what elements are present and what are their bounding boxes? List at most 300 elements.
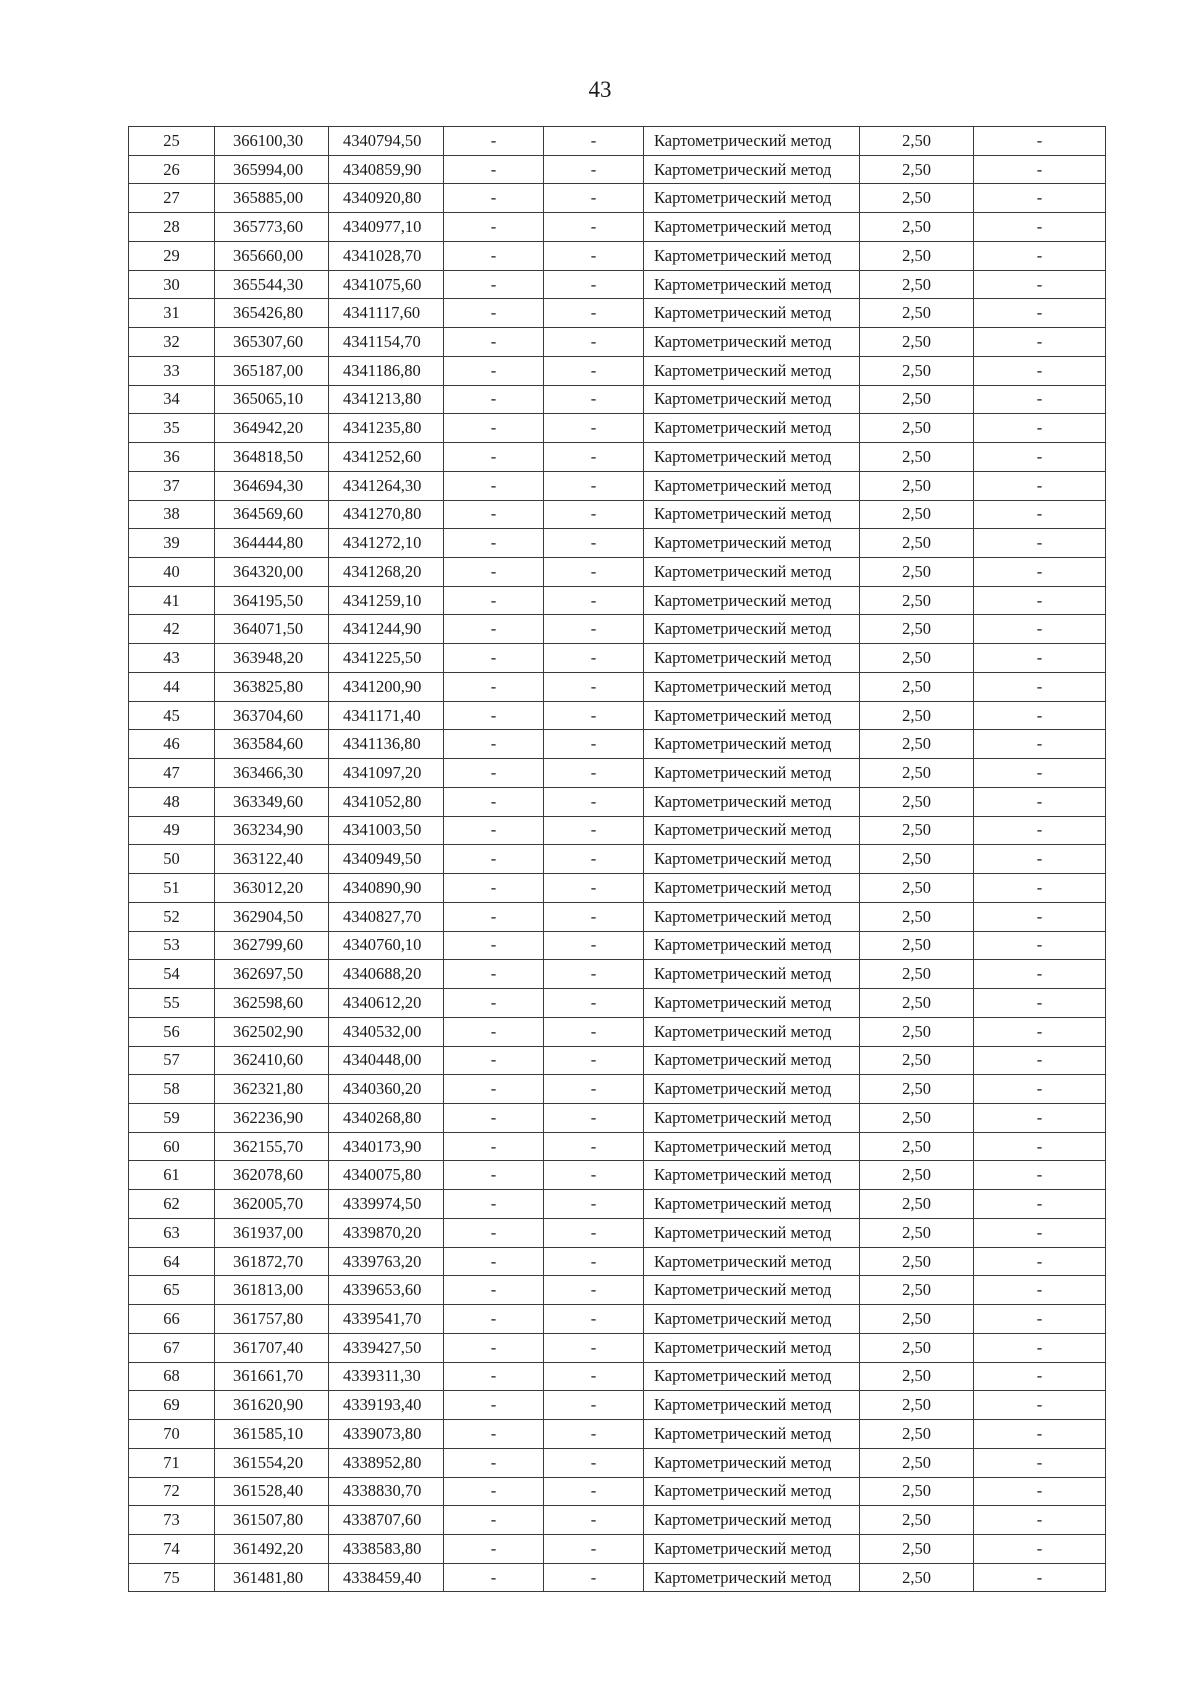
empty-cell-2: - <box>544 960 644 989</box>
method-cell: Картометрический метод <box>644 414 860 443</box>
empty-cell-2: - <box>544 299 644 328</box>
y-coordinate-cell: 4340859,90 <box>329 155 444 184</box>
point-number-cell: 48 <box>129 787 215 816</box>
empty-cell-3: - <box>974 586 1106 615</box>
table-row <box>129 1420 1106 1449</box>
x-coordinate-cell: 362799,60 <box>215 931 329 960</box>
x-coordinate-cell: 361492,20 <box>215 1534 329 1563</box>
point-number-cell: 62 <box>129 1190 215 1219</box>
empty-cell-2: - <box>544 759 644 788</box>
y-coordinate-cell: 4338583,80 <box>329 1534 444 1563</box>
x-coordinate-cell: 363234,90 <box>215 816 329 845</box>
method-cell: Картометрический метод <box>644 1305 860 1334</box>
method-cell: Картометрический метод <box>644 356 860 385</box>
x-coordinate-cell: 362236,90 <box>215 1103 329 1132</box>
accuracy-cell: 2,50 <box>860 845 974 874</box>
accuracy-cell: 2,50 <box>860 529 974 558</box>
point-number-cell: 32 <box>129 328 215 357</box>
empty-cell-3: - <box>974 356 1106 385</box>
empty-cell-1: - <box>444 701 544 730</box>
point-number-cell: 41 <box>129 586 215 615</box>
point-number-cell: 73 <box>129 1506 215 1535</box>
x-coordinate-cell: 361757,80 <box>215 1305 329 1334</box>
accuracy-cell: 2,50 <box>860 1075 974 1104</box>
table-row <box>129 155 1106 184</box>
empty-cell-3: - <box>974 931 1106 960</box>
method-cell: Картометрический метод <box>644 385 860 414</box>
method-cell: Картометрический метод <box>644 672 860 701</box>
table-row <box>129 1276 1106 1305</box>
x-coordinate-cell: 362697,50 <box>215 960 329 989</box>
x-coordinate-cell: 361481,80 <box>215 1563 329 1592</box>
table-row <box>129 1218 1106 1247</box>
method-cell: Картометрический метод <box>644 127 860 156</box>
x-coordinate-cell: 361528,40 <box>215 1477 329 1506</box>
empty-cell-1: - <box>444 443 544 472</box>
empty-cell-1: - <box>444 845 544 874</box>
empty-cell-1: - <box>444 615 544 644</box>
empty-cell-2: - <box>544 845 644 874</box>
point-number-cell: 51 <box>129 874 215 903</box>
x-coordinate-cell: 364569,60 <box>215 500 329 529</box>
empty-cell-1: - <box>444 902 544 931</box>
accuracy-cell: 2,50 <box>860 1477 974 1506</box>
table-row <box>129 672 1106 701</box>
empty-cell-3: - <box>974 127 1106 156</box>
point-number-cell: 71 <box>129 1448 215 1477</box>
accuracy-cell: 2,50 <box>860 1190 974 1219</box>
accuracy-cell: 2,50 <box>860 730 974 759</box>
x-coordinate-cell: 361585,10 <box>215 1420 329 1449</box>
accuracy-cell: 2,50 <box>860 586 974 615</box>
accuracy-cell: 2,50 <box>860 1305 974 1334</box>
table-row <box>129 615 1106 644</box>
point-number-cell: 26 <box>129 155 215 184</box>
coordinates-table <box>128 126 1106 1592</box>
x-coordinate-cell: 362321,80 <box>215 1075 329 1104</box>
empty-cell-1: - <box>444 672 544 701</box>
y-coordinate-cell: 4339541,70 <box>329 1305 444 1334</box>
point-number-cell: 72 <box>129 1477 215 1506</box>
table-row <box>129 1563 1106 1592</box>
empty-cell-3: - <box>974 1218 1106 1247</box>
empty-cell-1: - <box>444 328 544 357</box>
accuracy-cell: 2,50 <box>860 787 974 816</box>
empty-cell-3: - <box>974 759 1106 788</box>
empty-cell-1: - <box>444 558 544 587</box>
x-coordinate-cell: 364320,00 <box>215 558 329 587</box>
empty-cell-1: - <box>444 874 544 903</box>
accuracy-cell: 2,50 <box>860 385 974 414</box>
accuracy-cell: 2,50 <box>860 213 974 242</box>
point-number-cell: 56 <box>129 1017 215 1046</box>
point-number-cell: 46 <box>129 730 215 759</box>
y-coordinate-cell: 4341235,80 <box>329 414 444 443</box>
table-row <box>129 816 1106 845</box>
accuracy-cell: 2,50 <box>860 414 974 443</box>
empty-cell-2: - <box>544 816 644 845</box>
empty-cell-3: - <box>974 1247 1106 1276</box>
x-coordinate-cell: 364818,50 <box>215 443 329 472</box>
method-cell: Картометрический метод <box>644 1477 860 1506</box>
accuracy-cell: 2,50 <box>860 1218 974 1247</box>
empty-cell-2: - <box>544 1420 644 1449</box>
point-number-cell: 42 <box>129 615 215 644</box>
method-cell: Картометрический метод <box>644 1362 860 1391</box>
empty-cell-1: - <box>444 759 544 788</box>
empty-cell-1: - <box>444 1534 544 1563</box>
point-number-cell: 69 <box>129 1391 215 1420</box>
empty-cell-3: - <box>974 845 1106 874</box>
table-row <box>129 1391 1106 1420</box>
empty-cell-1: - <box>444 299 544 328</box>
empty-cell-1: - <box>444 1247 544 1276</box>
empty-cell-2: - <box>544 270 644 299</box>
accuracy-cell: 2,50 <box>860 1132 974 1161</box>
empty-cell-3: - <box>974 730 1106 759</box>
empty-cell-2: - <box>544 1161 644 1190</box>
y-coordinate-cell: 4340448,00 <box>329 1046 444 1075</box>
empty-cell-1: - <box>444 414 544 443</box>
x-coordinate-cell: 361620,90 <box>215 1391 329 1420</box>
point-number-cell: 52 <box>129 902 215 931</box>
accuracy-cell: 2,50 <box>860 241 974 270</box>
x-coordinate-cell: 361554,20 <box>215 1448 329 1477</box>
y-coordinate-cell: 4341244,90 <box>329 615 444 644</box>
table-row <box>129 1247 1106 1276</box>
empty-cell-3: - <box>974 1132 1106 1161</box>
point-number-cell: 61 <box>129 1161 215 1190</box>
accuracy-cell: 2,50 <box>860 155 974 184</box>
point-number-cell: 39 <box>129 529 215 558</box>
x-coordinate-cell: 364071,50 <box>215 615 329 644</box>
table-row <box>129 1477 1106 1506</box>
table-row <box>129 299 1106 328</box>
method-cell: Картометрический метод <box>644 500 860 529</box>
empty-cell-3: - <box>974 414 1106 443</box>
y-coordinate-cell: 4340612,20 <box>329 989 444 1018</box>
x-coordinate-cell: 363349,60 <box>215 787 329 816</box>
point-number-cell: 50 <box>129 845 215 874</box>
empty-cell-3: - <box>974 644 1106 673</box>
y-coordinate-cell: 4340173,90 <box>329 1132 444 1161</box>
table-row <box>129 529 1106 558</box>
accuracy-cell: 2,50 <box>860 1391 974 1420</box>
x-coordinate-cell: 365994,00 <box>215 155 329 184</box>
empty-cell-1: - <box>444 1276 544 1305</box>
table-row <box>129 644 1106 673</box>
empty-cell-3: - <box>974 1017 1106 1046</box>
x-coordinate-cell: 365773,60 <box>215 213 329 242</box>
method-cell: Картометрический метод <box>644 845 860 874</box>
empty-cell-2: - <box>544 558 644 587</box>
point-number-cell: 57 <box>129 1046 215 1075</box>
empty-cell-2: - <box>544 701 644 730</box>
point-number-cell: 53 <box>129 931 215 960</box>
empty-cell-2: - <box>544 1506 644 1535</box>
accuracy-cell: 2,50 <box>860 1362 974 1391</box>
page-number: 43 <box>588 77 612 102</box>
x-coordinate-cell: 361707,40 <box>215 1333 329 1362</box>
empty-cell-2: - <box>544 500 644 529</box>
accuracy-cell: 2,50 <box>860 1534 974 1563</box>
accuracy-cell: 2,50 <box>860 1161 974 1190</box>
coordinates-table-body <box>129 127 1106 1592</box>
x-coordinate-cell: 363825,80 <box>215 672 329 701</box>
x-coordinate-cell: 365187,00 <box>215 356 329 385</box>
table-row <box>129 385 1106 414</box>
x-coordinate-cell: 363948,20 <box>215 644 329 673</box>
empty-cell-1: - <box>444 127 544 156</box>
empty-cell-3: - <box>974 701 1106 730</box>
point-number-cell: 55 <box>129 989 215 1018</box>
y-coordinate-cell: 4341264,30 <box>329 471 444 500</box>
method-cell: Картометрический метод <box>644 270 860 299</box>
empty-cell-1: - <box>444 1563 544 1592</box>
table-row <box>129 1448 1106 1477</box>
table-row <box>129 1017 1106 1046</box>
table-row <box>129 902 1106 931</box>
x-coordinate-cell: 363704,60 <box>215 701 329 730</box>
accuracy-cell: 2,50 <box>860 1046 974 1075</box>
point-number-cell: 70 <box>129 1420 215 1449</box>
empty-cell-3: - <box>974 1534 1106 1563</box>
x-coordinate-cell: 365660,00 <box>215 241 329 270</box>
accuracy-cell: 2,50 <box>860 184 974 213</box>
method-cell: Картометрический метод <box>644 586 860 615</box>
y-coordinate-cell: 4339870,20 <box>329 1218 444 1247</box>
empty-cell-1: - <box>444 155 544 184</box>
point-number-cell: 49 <box>129 816 215 845</box>
empty-cell-1: - <box>444 529 544 558</box>
empty-cell-2: - <box>544 1103 644 1132</box>
x-coordinate-cell: 365307,60 <box>215 328 329 357</box>
empty-cell-1: - <box>444 586 544 615</box>
empty-cell-2: - <box>544 1391 644 1420</box>
y-coordinate-cell: 4341075,60 <box>329 270 444 299</box>
empty-cell-3: - <box>974 989 1106 1018</box>
y-coordinate-cell: 4338830,70 <box>329 1477 444 1506</box>
point-number-cell: 54 <box>129 960 215 989</box>
y-coordinate-cell: 4340920,80 <box>329 184 444 213</box>
point-number-cell: 59 <box>129 1103 215 1132</box>
empty-cell-3: - <box>974 328 1106 357</box>
x-coordinate-cell: 366100,30 <box>215 127 329 156</box>
empty-cell-3: - <box>974 184 1106 213</box>
method-cell: Картометрический метод <box>644 443 860 472</box>
table-row <box>129 241 1106 270</box>
empty-cell-2: - <box>544 787 644 816</box>
table-row <box>129 730 1106 759</box>
y-coordinate-cell: 4340794,50 <box>329 127 444 156</box>
empty-cell-1: - <box>444 500 544 529</box>
empty-cell-1: - <box>444 385 544 414</box>
empty-cell-2: - <box>544 931 644 960</box>
y-coordinate-cell: 4341117,60 <box>329 299 444 328</box>
x-coordinate-cell: 362078,60 <box>215 1161 329 1190</box>
empty-cell-2: - <box>544 615 644 644</box>
x-coordinate-cell: 363584,60 <box>215 730 329 759</box>
empty-cell-3: - <box>974 902 1106 931</box>
table-row <box>129 558 1106 587</box>
y-coordinate-cell: 4339763,20 <box>329 1247 444 1276</box>
accuracy-cell: 2,50 <box>860 759 974 788</box>
empty-cell-1: - <box>444 184 544 213</box>
empty-cell-3: - <box>974 816 1106 845</box>
y-coordinate-cell: 4341200,90 <box>329 672 444 701</box>
y-coordinate-cell: 4340977,10 <box>329 213 444 242</box>
empty-cell-3: - <box>974 1190 1106 1219</box>
empty-cell-2: - <box>544 414 644 443</box>
method-cell: Картометрический метод <box>644 1506 860 1535</box>
empty-cell-1: - <box>444 1046 544 1075</box>
table-row <box>129 874 1106 903</box>
method-cell: Картометрический метод <box>644 299 860 328</box>
table-row <box>129 500 1106 529</box>
accuracy-cell: 2,50 <box>860 1420 974 1449</box>
empty-cell-1: - <box>444 1391 544 1420</box>
empty-cell-3: - <box>974 1362 1106 1391</box>
empty-cell-3: - <box>974 1161 1106 1190</box>
empty-cell-3: - <box>974 471 1106 500</box>
empty-cell-2: - <box>544 730 644 759</box>
empty-cell-1: - <box>444 960 544 989</box>
method-cell: Картометрический метод <box>644 1563 860 1592</box>
accuracy-cell: 2,50 <box>860 1506 974 1535</box>
x-coordinate-cell: 365426,80 <box>215 299 329 328</box>
accuracy-cell: 2,50 <box>860 299 974 328</box>
point-number-cell: 67 <box>129 1333 215 1362</box>
table-row <box>129 931 1106 960</box>
table-row <box>129 1362 1106 1391</box>
empty-cell-2: - <box>544 443 644 472</box>
accuracy-cell: 2,50 <box>860 270 974 299</box>
table-row <box>129 443 1106 472</box>
x-coordinate-cell: 365885,00 <box>215 184 329 213</box>
method-cell: Картометрический метод <box>644 1017 860 1046</box>
empty-cell-3: - <box>974 385 1106 414</box>
point-number-cell: 60 <box>129 1132 215 1161</box>
empty-cell-2: - <box>544 1075 644 1104</box>
table-row <box>129 960 1106 989</box>
y-coordinate-cell: 4340949,50 <box>329 845 444 874</box>
point-number-cell: 28 <box>129 213 215 242</box>
accuracy-cell: 2,50 <box>860 1563 974 1592</box>
empty-cell-3: - <box>974 1563 1106 1592</box>
empty-cell-2: - <box>544 1190 644 1219</box>
empty-cell-2: - <box>544 1563 644 1592</box>
y-coordinate-cell: 4341259,10 <box>329 586 444 615</box>
x-coordinate-cell: 363122,40 <box>215 845 329 874</box>
empty-cell-3: - <box>974 874 1106 903</box>
empty-cell-2: - <box>544 989 644 1018</box>
y-coordinate-cell: 4340268,80 <box>329 1103 444 1132</box>
empty-cell-2: - <box>544 155 644 184</box>
y-coordinate-cell: 4341171,40 <box>329 701 444 730</box>
empty-cell-2: - <box>544 356 644 385</box>
y-coordinate-cell: 4341268,20 <box>329 558 444 587</box>
empty-cell-3: - <box>974 1391 1106 1420</box>
x-coordinate-cell: 361813,00 <box>215 1276 329 1305</box>
empty-cell-3: - <box>974 1477 1106 1506</box>
empty-cell-1: - <box>444 816 544 845</box>
accuracy-cell: 2,50 <box>860 328 974 357</box>
x-coordinate-cell: 361872,70 <box>215 1247 329 1276</box>
method-cell: Картометрический метод <box>644 1247 860 1276</box>
method-cell: Картометрический метод <box>644 701 860 730</box>
method-cell: Картометрический метод <box>644 1448 860 1477</box>
table-row <box>129 1103 1106 1132</box>
empty-cell-2: - <box>544 385 644 414</box>
point-number-cell: 34 <box>129 385 215 414</box>
y-coordinate-cell: 4341270,80 <box>329 500 444 529</box>
accuracy-cell: 2,50 <box>860 960 974 989</box>
accuracy-cell: 2,50 <box>860 615 974 644</box>
empty-cell-3: - <box>974 1075 1106 1104</box>
table-row <box>129 1161 1106 1190</box>
y-coordinate-cell: 4341136,80 <box>329 730 444 759</box>
point-number-cell: 45 <box>129 701 215 730</box>
method-cell: Картометрический метод <box>644 1161 860 1190</box>
method-cell: Картометрический метод <box>644 1276 860 1305</box>
point-number-cell: 31 <box>129 299 215 328</box>
table-row <box>129 184 1106 213</box>
method-cell: Картометрический метод <box>644 471 860 500</box>
accuracy-cell: 2,50 <box>860 127 974 156</box>
method-cell: Картометрический метод <box>644 529 860 558</box>
empty-cell-3: - <box>974 787 1106 816</box>
empty-cell-3: - <box>974 672 1106 701</box>
x-coordinate-cell: 365544,30 <box>215 270 329 299</box>
table-row <box>129 759 1106 788</box>
y-coordinate-cell: 4341252,60 <box>329 443 444 472</box>
empty-cell-3: - <box>974 529 1106 558</box>
y-coordinate-cell: 4341186,80 <box>329 356 444 385</box>
accuracy-cell: 2,50 <box>860 1017 974 1046</box>
x-coordinate-cell: 362502,90 <box>215 1017 329 1046</box>
empty-cell-3: - <box>974 213 1106 242</box>
method-cell: Картометрический метод <box>644 1534 860 1563</box>
empty-cell-1: - <box>444 471 544 500</box>
empty-cell-2: - <box>544 1305 644 1334</box>
method-cell: Картометрический метод <box>644 241 860 270</box>
empty-cell-1: - <box>444 1477 544 1506</box>
empty-cell-3: - <box>974 241 1106 270</box>
method-cell: Картометрический метод <box>644 960 860 989</box>
table-row <box>129 1075 1106 1104</box>
table-row <box>129 989 1106 1018</box>
method-cell: Картометрический метод <box>644 558 860 587</box>
empty-cell-3: - <box>974 1276 1106 1305</box>
empty-cell-2: - <box>544 1362 644 1391</box>
accuracy-cell: 2,50 <box>860 931 974 960</box>
empty-cell-2: - <box>544 874 644 903</box>
table-row <box>129 328 1106 357</box>
empty-cell-2: - <box>544 586 644 615</box>
accuracy-cell: 2,50 <box>860 672 974 701</box>
empty-cell-3: - <box>974 1420 1106 1449</box>
empty-cell-1: - <box>444 644 544 673</box>
empty-cell-1: - <box>444 1362 544 1391</box>
point-number-cell: 35 <box>129 414 215 443</box>
x-coordinate-cell: 364195,50 <box>215 586 329 615</box>
empty-cell-3: - <box>974 1333 1106 1362</box>
empty-cell-1: - <box>444 356 544 385</box>
point-number-cell: 37 <box>129 471 215 500</box>
y-coordinate-cell: 4339427,50 <box>329 1333 444 1362</box>
accuracy-cell: 2,50 <box>860 644 974 673</box>
empty-cell-2: - <box>544 1477 644 1506</box>
